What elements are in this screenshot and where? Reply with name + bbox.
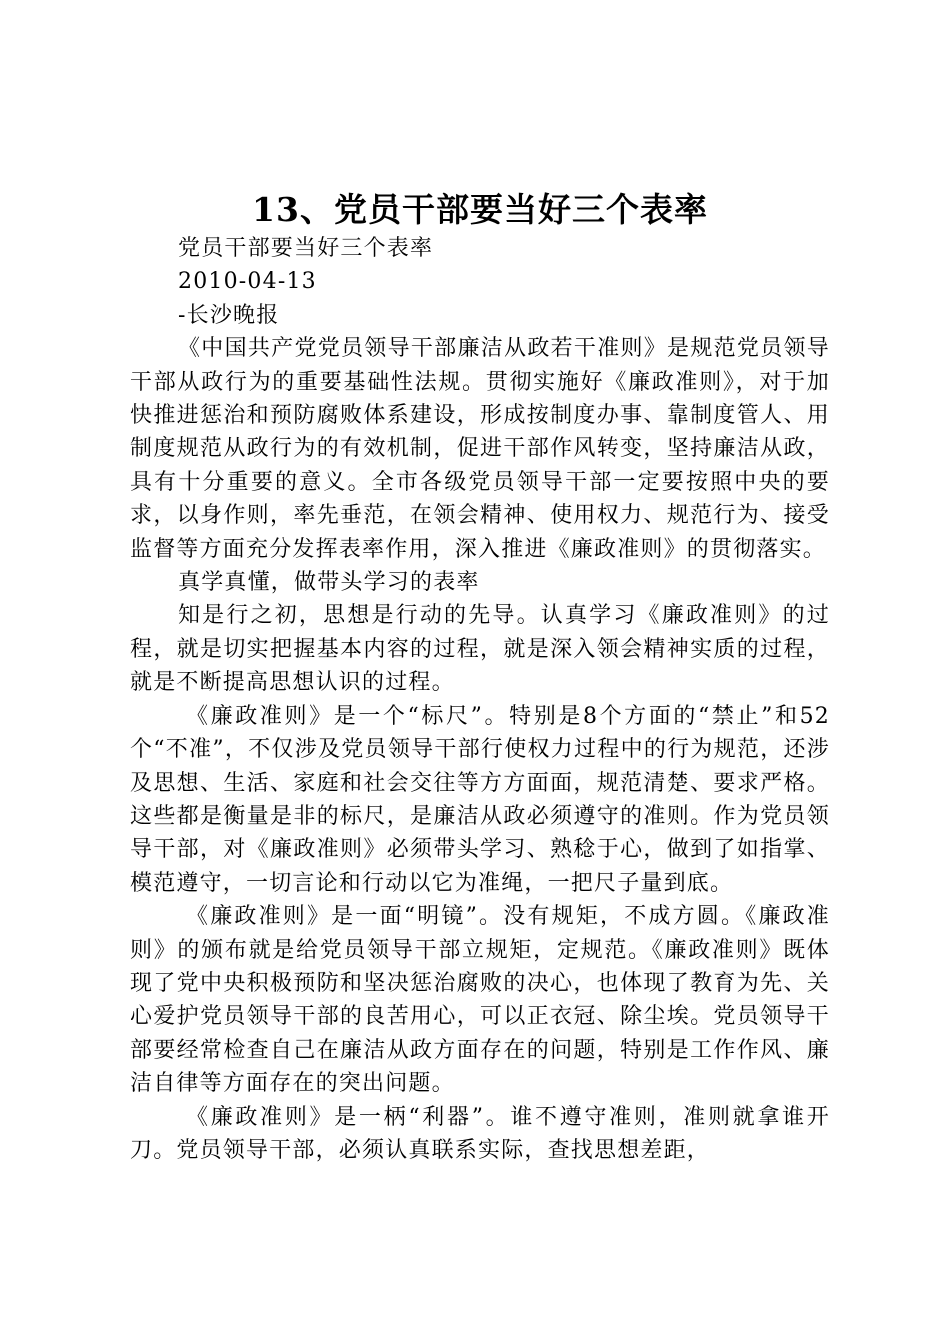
section-heading: 真学真懂，做带头学习的表率 bbox=[178, 570, 480, 596]
document-date: 2010-04-13 bbox=[178, 269, 317, 295]
paragraph-weapon: 《廉政准则》是一柄“利器”。谁不遵守准则，准则就拿谁开刀。党员领导干部，必须认真联系实际，查找思想差距， bbox=[130, 1104, 830, 1163]
document-page bbox=[130, 188, 830, 1167]
paragraph-study: 知是行之初，思想是行动的先导。认真学习《廉政准则》的过程，就是切实把握基本内容的过程，就是深入领会精神实质的过程，就是不断提高思想认识的过程。 bbox=[130, 603, 830, 696]
paragraph-ruler: 《廉政准则》是一个“标尺”。特别是8个方面的“禁止”和52个“不准”，不仅涉及党员领导干部行使权力过程中的行为规范，还涉及思想、生活、家庭和社会交往等方方面面，规范清楚、要求严格。这些都是衡量是非的标尺，是廉洁从政必须遵守的准则。作为党员领导干部，对《廉政准则》必须带头学习、熟稔于心，做到了如指掌、模范遵守，一切言论和行动以它为准绳，一把尺子量到底。 bbox=[130, 703, 830, 896]
document-title: 13、党员干部要当好三个表率 bbox=[252, 190, 708, 229]
document-source: -长沙晚报 bbox=[178, 302, 280, 328]
document-subtitle: 党员干部要当好三个表率 bbox=[178, 236, 434, 261]
document-body bbox=[130, 232, 830, 1167]
paragraph-intro: 《中国共产党党员领导干部廉洁从政若干准则》是规范党员领导干部从政行为的重要基础性法规。贯彻实施好《廉政准则》，对于加快推进惩治和预防腐败体系建设，形成按制度办事、靠制度管人、用制度规范从政行为的有效机制，促进干部作风转变，坚持廉洁从政，具有十分重要的意义。全市各级党员领导干部一定要按照中央的要求，以身作则，率先垂范，在领会精神、使用权力、规范行为、接受监督等方面充分发挥表率作用，深入推进《廉政准则》的贯彻落实。 bbox=[130, 336, 830, 562]
paragraph-mirror: 《廉政准则》是一面“明镜”。没有规矩，不成方圆。《廉政准则》的颁布就是给党员领导干部立规矩，定规范。《廉政准则》既体现了党中央积极预防和坚决惩治腐败的决心，也体现了教育为先、关心爱护党员领导干部的良苦用心，可以正衣冠、除尘埃。党员领导干部要经常检查自己在廉洁从政方面存在的问题，特别是工作作风、廉洁自律等方面存在的突出问题。 bbox=[130, 904, 830, 1097]
